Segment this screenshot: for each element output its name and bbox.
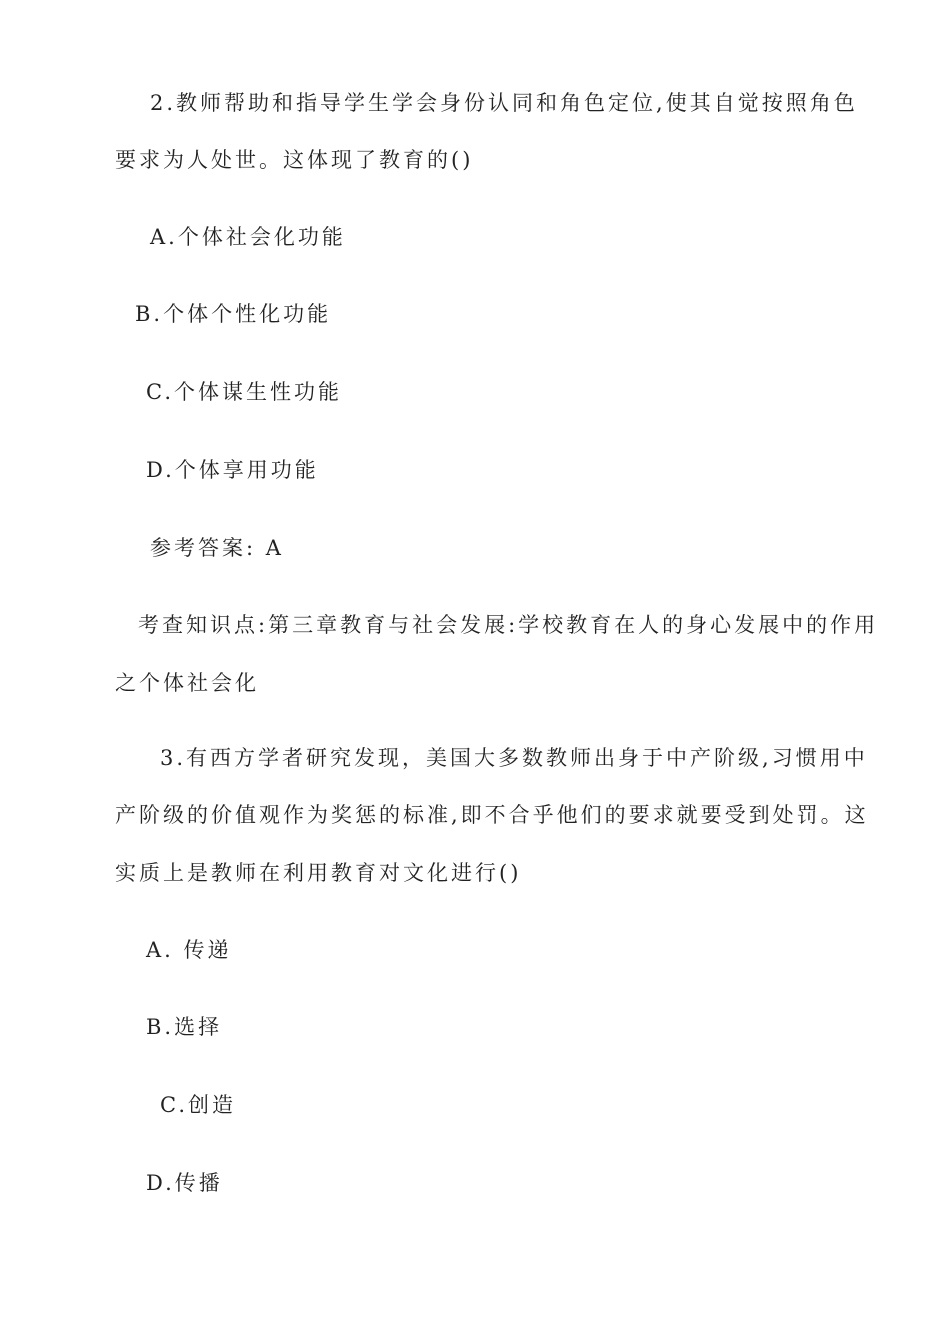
question-2-option-d: D.个体享用功能 <box>146 458 319 482</box>
question-3-stem-line-1: 3.有西方学者研究发现，美国大多数教师出身于中产阶级,习惯用中 <box>160 746 868 770</box>
question-2-answer: 参考答案: A <box>150 536 284 560</box>
question-3-stem-line-2: 产阶级的价值观作为奖惩的标准,即不合乎他们的要求就要受到处罚。这 <box>115 803 869 827</box>
question-2-option-a: A.个体社会化功能 <box>150 225 346 249</box>
question-2-stem-line-2: 要求为人处世。这体现了教育的() <box>115 148 474 172</box>
question-2-option-c: C.个体谋生性功能 <box>146 380 342 404</box>
question-2-stem-line-1: 2.教师帮助和指导学生学会身份认同和角色定位,使其自觉按照角色 <box>150 91 858 115</box>
question-3-option-b: B.选择 <box>146 1015 223 1039</box>
question-3-stem-line-3: 实质上是教师在利用教育对文化进行() <box>115 861 522 885</box>
question-2-knowledge-line-2: 之个体社会化 <box>115 671 259 695</box>
question-2-knowledge-line-1: 考查知识点:第三章教育与社会发展:学校教育在人的身心发展中的作用 <box>138 613 879 637</box>
question-3-option-d: D.传播 <box>146 1171 223 1195</box>
question-3-option-c: C.创造 <box>160 1093 236 1117</box>
question-3-option-a: A. 传递 <box>146 938 232 962</box>
question-2-option-b: B.个体个性化功能 <box>135 302 332 326</box>
